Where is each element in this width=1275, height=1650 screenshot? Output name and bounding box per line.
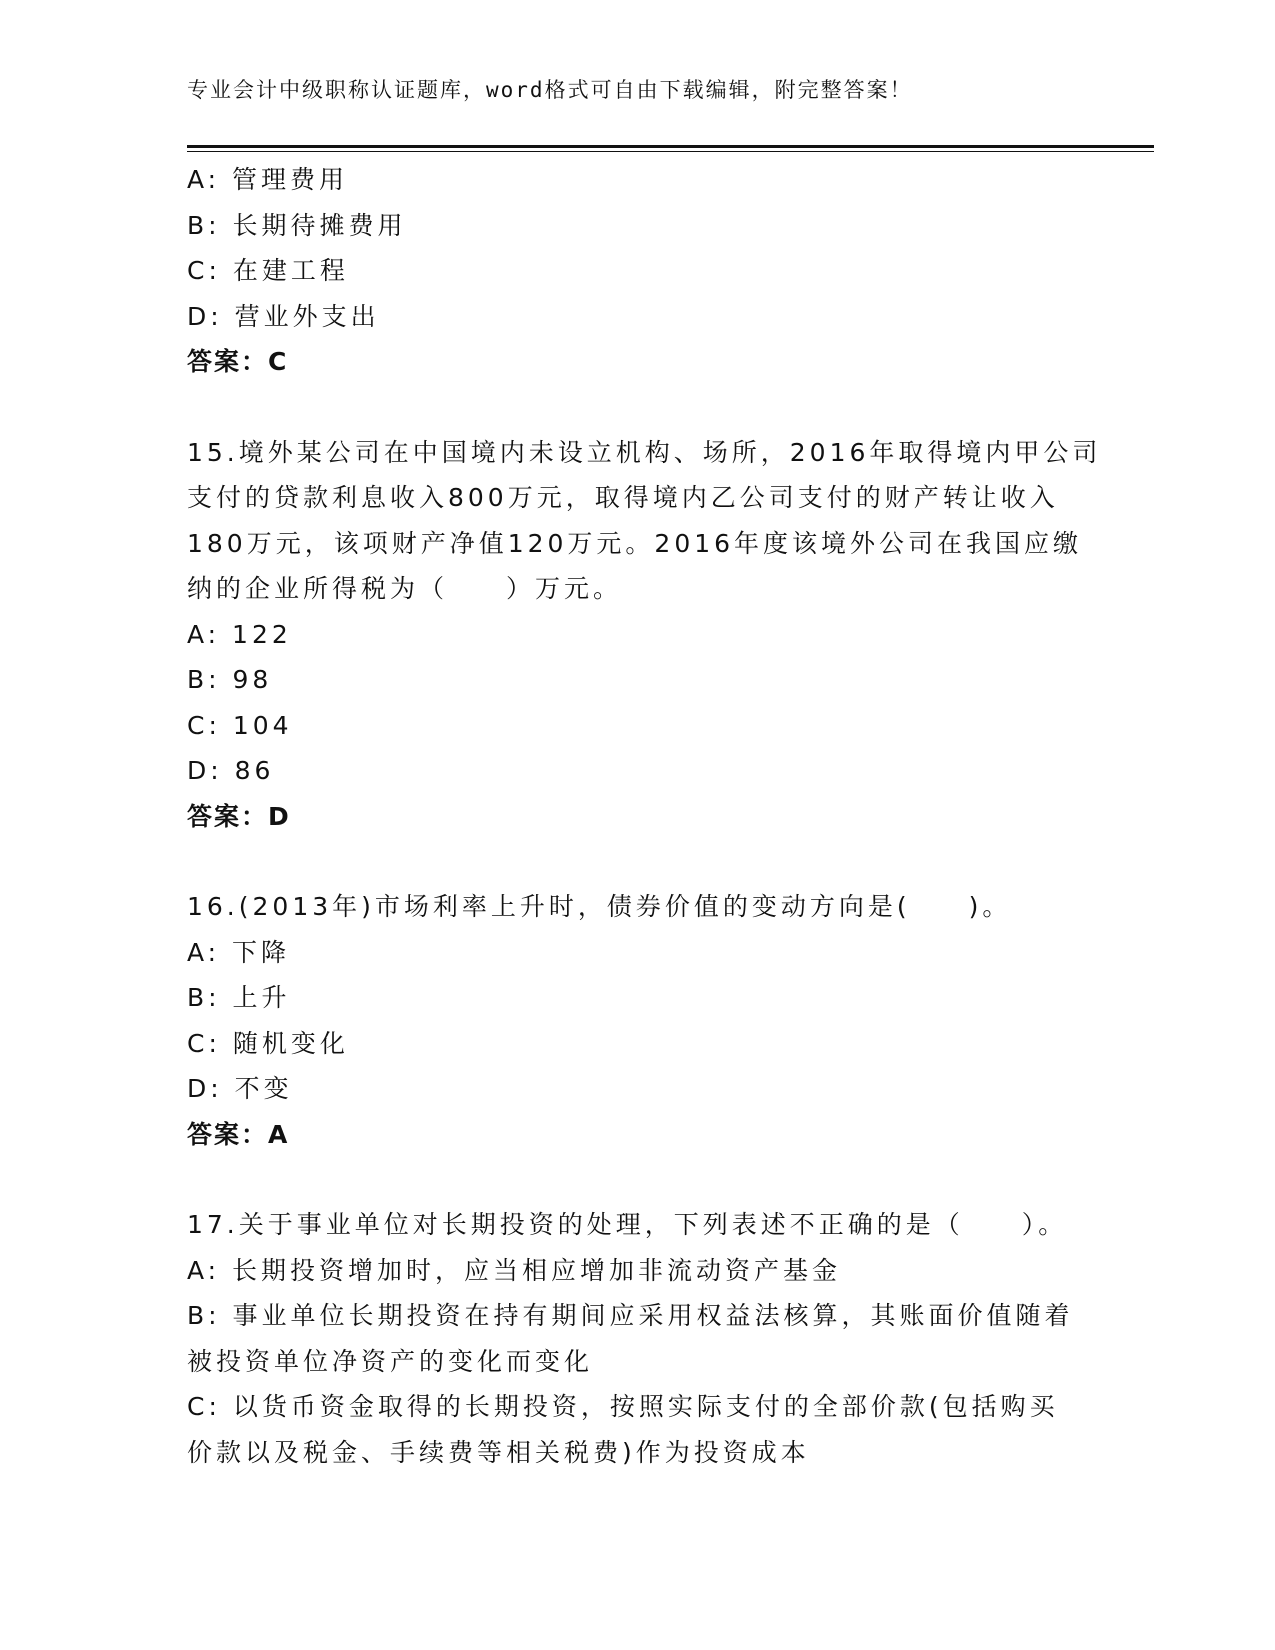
option-c: C: 随机变化 <box>187 1028 349 1058</box>
option-b: B: 98 <box>187 665 273 694</box>
question-stem-line: 17.关于事业单位对长期投资的处理，下列表述不正确的是（ ）。 <box>187 1210 1068 1239</box>
question-stem-line: 16.(2013年)市场利率上升时，债券价值的变动方向是( )。 <box>187 892 1012 921</box>
header-rule-thin <box>187 151 1154 152</box>
question-14-tail <box>187 157 1087 385</box>
question-stem-line: 支付的贷款利息收入800万元，取得境内乙公司支付的财产转让收入 <box>187 483 1059 512</box>
answer: 答案：D <box>187 801 291 831</box>
spacer <box>187 385 1087 430</box>
option-c-continued: 价款以及税金、手续费等相关税费)作为投资成本 <box>187 1437 810 1467</box>
header-rule-thick <box>187 145 1154 148</box>
option-b-continued: 被投资单位净资产的变化而变化 <box>187 1346 594 1376</box>
question-stem-line: 15.境外某公司在中国境内未设立机构、场所，2016年取得境内甲公司 <box>187 437 1102 467</box>
option-b: B: 上升 <box>187 983 291 1012</box>
question-17 <box>187 1202 1087 1475</box>
answer: 答案：A <box>187 1119 290 1149</box>
option-c: C: 以货币资金取得的长期投资，按照实际支付的全部价款(包括购买 <box>187 1392 1059 1421</box>
option-d: D: 不变 <box>187 1074 293 1103</box>
option-a: A: 下降 <box>187 937 291 967</box>
option-c: C: 在建工程 <box>187 256 349 285</box>
option-b: B: 事业单位长期投资在持有期间应采用权益法核算，其账面价值随着 <box>187 1301 1074 1330</box>
option-a: A: 长期投资增加时，应当相应增加非流动资产基金 <box>187 1255 842 1285</box>
spacer <box>187 839 1087 884</box>
option-a: A: 管理费用 <box>187 165 349 194</box>
option-b: B: 长期待摊费用 <box>187 210 407 240</box>
question-16 <box>187 884 1087 1157</box>
option-c: C: 104 <box>187 710 293 740</box>
answer: 答案：C <box>187 347 289 376</box>
option-a: A: 122 <box>187 619 292 649</box>
question-15 <box>187 430 1102 840</box>
question-stem-line: 180万元，该项财产净值120万元。2016年度该境外公司在我国应缴 <box>187 528 1083 558</box>
question-stem-line: 纳的企业所得税为（ ）万元。 <box>187 574 623 603</box>
page-header: 专业会计中级职称认证题库，word格式可自由下载编辑，附完整答案！ <box>187 78 913 102</box>
spacer <box>187 1157 1087 1202</box>
question-content <box>187 157 1102 1475</box>
option-d: D: 营业外支出 <box>187 301 380 331</box>
option-d: D: 86 <box>187 756 275 785</box>
